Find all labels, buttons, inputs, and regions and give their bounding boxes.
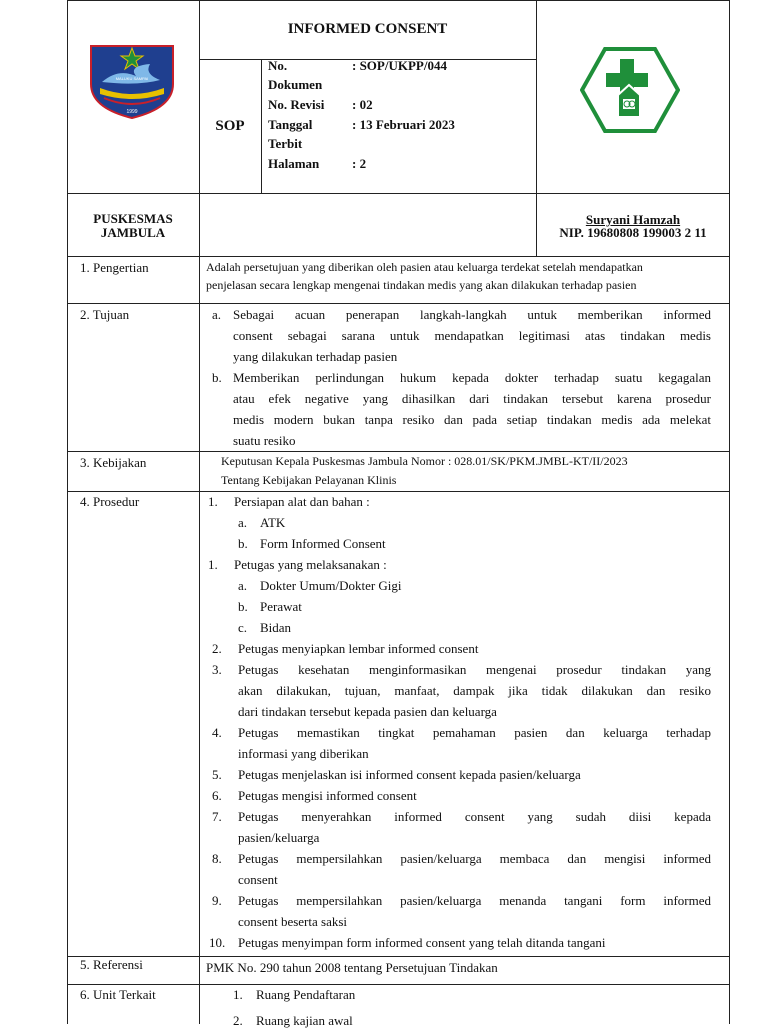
prosedur-marker: a.	[238, 515, 248, 530]
meta-label-revisi: No. Revisi	[268, 97, 325, 112]
org-name-line2: JAMBULA	[100, 225, 166, 240]
meta-label-terbit: Terbit	[268, 136, 303, 151]
regional-emblem-icon	[88, 44, 176, 120]
meta-label-no: No.	[268, 58, 288, 73]
meta-label-halaman: Halaman	[268, 156, 320, 171]
prosedur-marker: 4.	[212, 725, 222, 740]
prosedur-item: Petugas menyerahkan informed consent yang sudah diisi kepada	[238, 809, 711, 824]
prosedur-item: pasien/keluarga	[238, 830, 320, 845]
org-name-line1: PUSKESMAS	[93, 211, 173, 226]
health-cross-logo-icon	[580, 47, 680, 133]
prosedur-marker: 8.	[212, 851, 222, 866]
prosedur-item: informasi yang diberikan	[238, 746, 369, 761]
section-label-pengertian: 1. Pengertian	[80, 260, 149, 275]
meta-label-dokumen: Dokumen	[268, 77, 323, 92]
prosedur-item: Petugas menjelaskan isi informed consent kepada pasien/keluarga	[238, 767, 581, 782]
prosedur-marker: 3.	[212, 662, 222, 677]
tujuan-a-line-3: yang dilakukan terhadap pasien	[233, 349, 398, 364]
prosedur-marker: 1.	[208, 557, 218, 572]
prosedur-marker: b.	[238, 599, 248, 614]
meta-value-no: : SOP/UKPP/044	[352, 58, 447, 73]
prosedur-item: akan dilakukan, tujuan, manfaat, dampak jika tidak dilakukan dan resiko	[238, 683, 711, 698]
prosedur-marker: 6.	[212, 788, 222, 803]
document-frame	[67, 0, 730, 1024]
prosedur-item: consent	[238, 872, 278, 887]
tujuan-b-line-4: suatu resiko	[233, 433, 296, 448]
prosedur-subitem: Bidan	[260, 620, 292, 635]
prosedur-item: Petugas mempersilahkan pasien/keluarga membaca dan mengisi informed	[238, 851, 711, 866]
section-label-tujuan: 2. Tujuan	[80, 307, 130, 322]
prosedur-marker: 2.	[212, 641, 222, 656]
tujuan-a-line-1: Sebagai acuan penerapan langkah-langkah untuk memberikan informed	[233, 307, 711, 322]
referensi-text: PMK No. 290 tahun 2008 tentang Persetujuan Tindakan	[206, 960, 498, 975]
pengertian-line-1: Adalah persetujuan yang diberikan oleh pasien atau keluarga terdekat setelah mendapatkan	[206, 260, 643, 274]
kebijakan-line-1: Keputusan Kepala Puskesmas Jambula Nomor : 028.01/SK/PKM.JMBL-KT/II/2023	[221, 454, 628, 468]
prosedur-item: Persiapan alat dan bahan :	[234, 494, 370, 509]
meta-value-revisi: : 02	[352, 97, 373, 112]
meta-label-tanggal: Tanggal	[268, 117, 313, 132]
prosedur-item: Petugas mempersilahkan pasien/keluarga menanda tangani form informed	[238, 893, 711, 908]
section-label-referensi: 5. Referensi	[80, 957, 143, 972]
signer-nip: NIP. 19680808 199003 2 11	[559, 225, 707, 240]
tujuan-b-line-3: medis modern bukan tanpa resiko dan pada setiap tindakan medis ada melekat	[233, 412, 711, 427]
prosedur-subitem: Perawat	[260, 599, 302, 614]
prosedur-item: Petugas yang melaksanakan :	[234, 557, 387, 572]
prosedur-marker: 7.	[212, 809, 222, 824]
prosedur-subitem: Form Informed Consent	[260, 536, 386, 551]
prosedur-item: Petugas memastikan tingkat pemahaman pasien dan keluarga terhadap	[238, 725, 711, 740]
section-label-prosedur: 4. Prosedur	[80, 494, 140, 509]
pengertian-line-2: penjelasan secara lengkap mengenai tindakan medis yang akan dilakukan terhadap pasien	[206, 278, 637, 292]
tujuan-a-line-2: consent sebagai sarana untuk mendapatkan legitimasi atas tindakan medis	[233, 328, 711, 343]
prosedur-subitem: Dokter Umum/Dokter Gigi	[260, 578, 402, 593]
label-col-rule	[199, 256, 200, 1024]
header-bottom-rule	[67, 193, 730, 194]
prosedur-marker: 9.	[212, 893, 222, 908]
prosedur-item: Petugas mengisi informed consent	[238, 788, 417, 803]
prosedur-item: Petugas menyimpan form informed consent yang telah ditanda tangani	[238, 935, 606, 950]
tujuan-marker-a: a.	[212, 307, 222, 322]
prosedur-marker: b.	[238, 536, 248, 551]
kebijakan-line-2: Tentang Kebijakan Pelayanan Klinis	[221, 473, 397, 487]
tujuan-b-line-1: Memberikan perlindungan hukum kepada dokter terhadap suatu kegagalan	[233, 370, 711, 385]
section-label-unit-terkait: 6. Unit Terkait	[80, 987, 156, 1002]
row-rule-unit	[67, 984, 730, 985]
unit-item-2: Ruang kajian awal	[256, 1013, 353, 1028]
unit-marker-2: 2.	[233, 1013, 243, 1028]
prosedur-item: Petugas menyiapkan lembar informed consent	[238, 641, 479, 656]
meta-value-halaman: : 2	[352, 156, 367, 171]
tujuan-marker-b: b.	[212, 370, 222, 385]
prosedur-marker: c.	[238, 620, 248, 635]
prosedur-subitem: ATK	[260, 515, 286, 530]
document-title: INFORMED CONSENT	[287, 21, 448, 37]
emblem-year-text: 1999	[126, 109, 138, 115]
prosedur-marker: 10.	[209, 935, 226, 950]
prosedur-marker: a.	[238, 578, 248, 593]
prosedur-item: Petugas kesehatan menginformasikan mengenai prosedur tindakan yang	[238, 662, 711, 677]
sop-label: SOP	[215, 118, 245, 134]
prosedur-marker: 1.	[208, 494, 218, 509]
section-label-kebijakan: 3. Kebijakan	[80, 455, 147, 470]
emblem-banner-text: MALUKU SAMPAI	[115, 76, 149, 81]
prosedur-marker: 5.	[212, 767, 222, 782]
sop-col-rule	[261, 59, 262, 193]
prosedur-item: dari tindakan tersebut kepada pasien dan keluarga	[238, 704, 497, 719]
row-rule-prosedur	[67, 491, 730, 492]
unit-item-1: Ruang Pendaftaran	[256, 987, 356, 1002]
signer-name: Suryani Hamzah	[585, 212, 681, 227]
prosedur-item: consent beserta saksi	[238, 914, 348, 929]
tujuan-b-line-2: atau efek negative yang dihasilkan dari tindakan tersebut karena prosedur	[233, 391, 711, 406]
meta-value-tanggal: : 13 Februari 2023	[352, 117, 455, 132]
unit-marker-1: 1.	[233, 987, 243, 1002]
